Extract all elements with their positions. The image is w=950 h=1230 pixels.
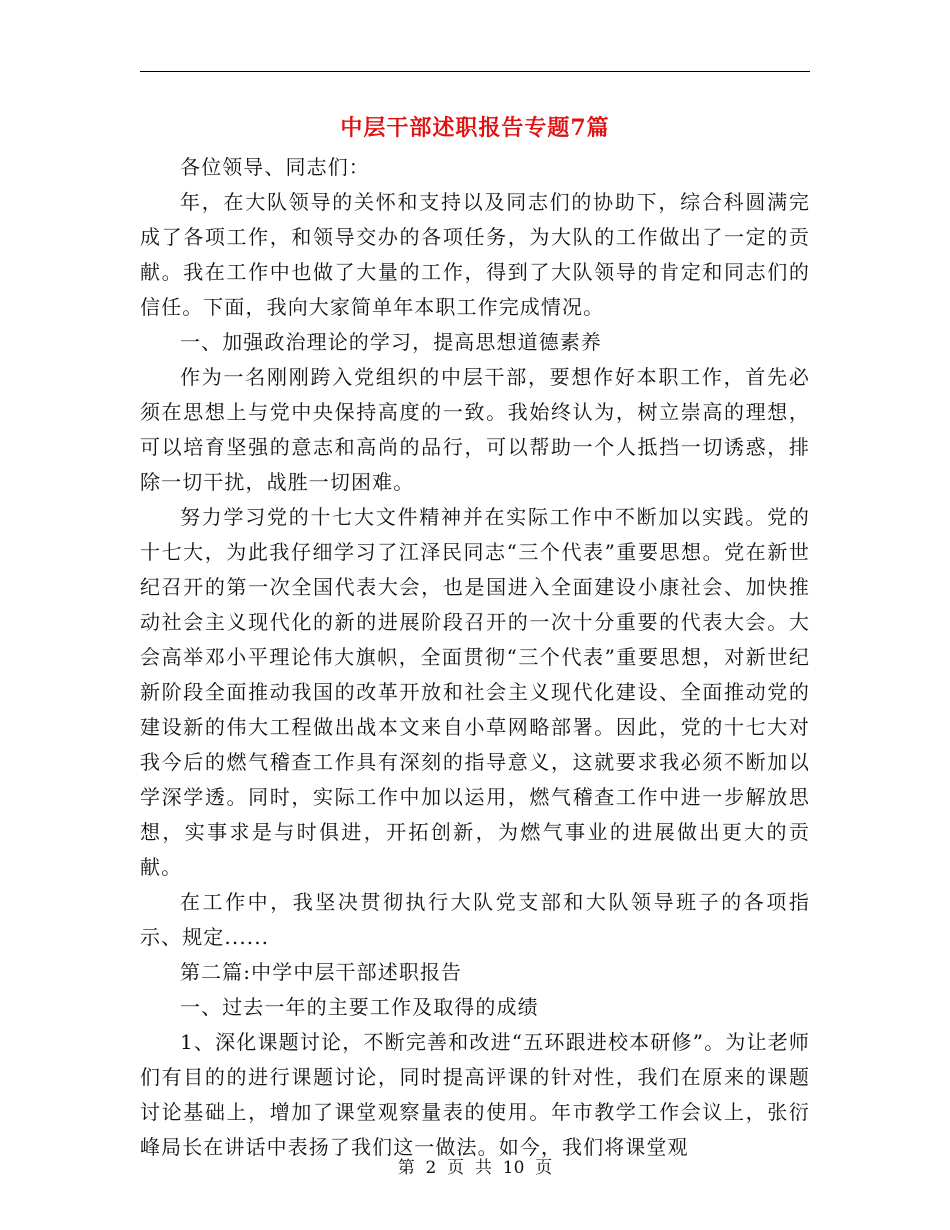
section-heading-1: 一、加强政治理论的学习，提高思想道德素养 [180,330,602,354]
paragraph-salutation: 各位领导、同志们： [180,155,370,179]
paragraph: 在工作中，我坚决贯彻执行大队党支部和大队领导班子的各项指示、规定...... [140,890,810,949]
page-number-footer: 第 2 页 共 10 页 [397,1158,553,1178]
document-body [140,150,810,1165]
section-heading-2: 一、过去一年的主要工作及取得的成绩 [180,995,539,1019]
paragraph: 努力学习党的十七大文件精神并在实际工作中不断加以实践。党的十七大，为此我仔细学习了江泽民同志“三个代表”重要思想。党在新世纪召开的第一次全国代表大会，也是国进入全面建设小康社会、加快推动社会主义现代化的新的进展阶段召开的一次十分重要的代表大会。大会高举邓小平理论伟大旗帜，全面贯彻“三个代表”重要思想，对新世纪新阶段全面推动我国的改革开放和社会主义现代化建设、全面推动党的建设新的伟大工程做出战本文来自小草网略部署。因此，党的十七大对我今后的燃气稽查工作具有深刻的指导意义，这就要求我必须不断加以学深学透。同时，实际工作中加以运用，燃气稽查工作中进一步解放思想，实事求是与时俱进，开拓创新，为燃气事业的进展做出更大的贡献。 [140,505,810,879]
header-rule [140,71,810,72]
paragraph-intro: 年，在大队领导的关怀和支持以及同志们的协助下，综合科圆满完成了各项工作，和领导交办的各项任务，为大队的工作做出了一定的贡献。我在工作中也做了大量的工作，得到了大队领导的肯定和同志们的信任。下面，我向大家简单年本职工作完成情况。 [140,190,810,319]
chapter-heading-2: 第二篇:中学中层干部述职报告 [180,960,463,984]
paragraph: 1、深化课题讨论，不断完善和改进“五环跟进校本研修”。为让老师们有目的的进行课题讨论，同时提高评课的针对性，我们在原来的课题讨论基础上，增加了课堂观察量表的使用。年市教学工作会议上，张衍峰局长在讲话中表扬了我们这一做法。如今，我们将课堂观 [140,1030,810,1159]
paragraph: 作为一名刚刚跨入党组织的中层干部，要想作好本职工作，首先必须在思想上与党中央保持高度的一致。我始终认为，树立崇高的理想，可以培育坚强的意志和高尚的品行，可以帮助一个人抵挡一切诱惑，排除一切干扰，战胜一切困难。 [140,365,810,494]
document-title: 中层干部述职报告专题7篇 [340,115,610,141]
